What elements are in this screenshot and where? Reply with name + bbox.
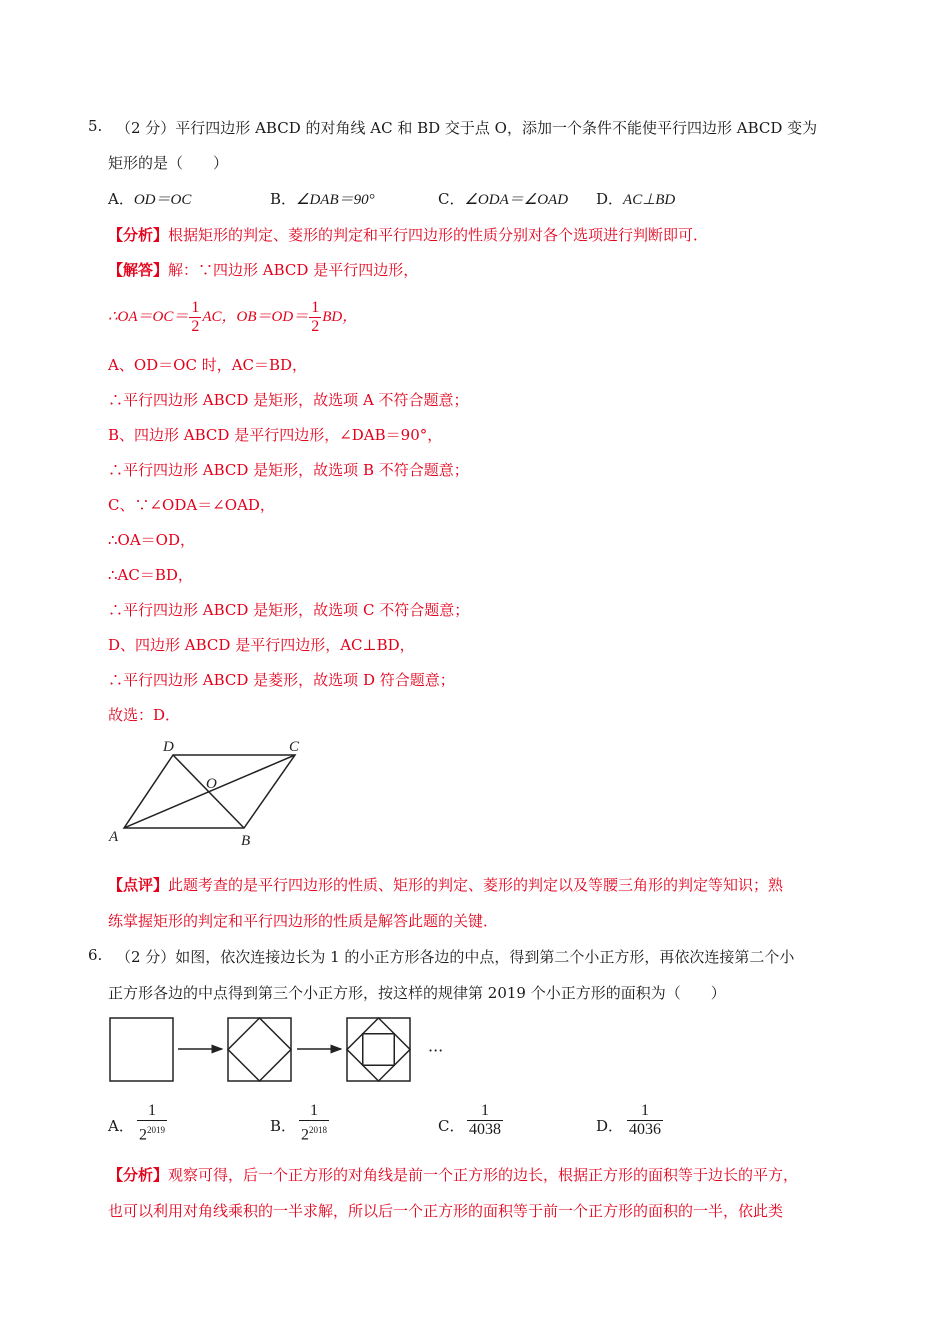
- solution-step: ∴平行四边形 ABCD 是矩形，故选项 A 不符合题意；: [108, 391, 469, 409]
- square-1: [110, 1018, 173, 1081]
- solution-step: C、∵∠ODA＝∠OAD，: [108, 496, 275, 514]
- option-b-fraction: $\frac{1}{2^{2018}}$: [301, 1102, 327, 1144]
- solution-step: 故选：D．: [108, 706, 181, 724]
- option-c-label: C．: [438, 1117, 465, 1135]
- solution-step: A、OD＝OC 时，AC＝BD，: [108, 356, 308, 374]
- option-a-label: A．: [108, 1117, 134, 1135]
- square-2-outer: [228, 1018, 291, 1081]
- question-stem-line2: 矩形的是（ ）: [108, 154, 229, 172]
- answer-intro: 【解答】解：∵四边形 ABCD 是平行四边形，: [108, 261, 419, 279]
- option-c-fraction: $\frac{1}{4038}$: [469, 1102, 501, 1138]
- square-3-inner: [363, 1034, 395, 1066]
- option-b-label: B．: [270, 1117, 297, 1135]
- solution-step: ∴AC＝BD，: [108, 566, 193, 584]
- options-row: [108, 188, 808, 210]
- square-3-middle: [347, 1018, 410, 1081]
- option-d-label: D．: [596, 1117, 624, 1135]
- option-d: D．AC⊥BD: [596, 190, 676, 208]
- analysis-line2: 也可以利用对角线乘积的一半求解，所以后一个正方形的面积等于前一个正方形的面积的一半，依此类: [108, 1202, 784, 1220]
- question-number: 5.: [88, 117, 103, 135]
- question-stem-line1: （2 分）如图，依次连接边长为 1 的小正方形各边的中点，得到第二个小正方形，再依次连接第二个小: [116, 948, 795, 966]
- square-2-inner: [228, 1018, 291, 1081]
- square-3-outer: [347, 1018, 410, 1081]
- fraction-half: $\frac{1}{2}$: [191, 298, 200, 335]
- label-a: A: [109, 829, 119, 845]
- solution-step: ∴OA＝OD，: [108, 531, 195, 549]
- option-b: B．∠DAB＝90°: [270, 190, 375, 208]
- option-d-fraction: $\frac{1}{4036}$: [629, 1102, 661, 1138]
- solution-step: B、四边形 ABCD 是平行四边形，∠DAB＝90°，: [108, 426, 443, 444]
- ellipsis: ···: [428, 1041, 444, 1060]
- equation-line: ∴OA＝OC＝ $\frac{1}{2}$ AC，OB＝OD＝ $\frac{1}{2}$ BD，: [108, 298, 358, 335]
- comment-line2: 练掌握矩形的判定和平行四边形的性质是解答此题的关键．: [108, 912, 499, 930]
- label-d: D: [163, 739, 174, 755]
- label-b: B: [241, 833, 251, 849]
- parallelogram-figure: [105, 735, 315, 850]
- solution-step: ∴平行四边形 ABCD 是矩形，故选项 B 不符合题意；: [108, 461, 469, 479]
- option-a: A．OD＝OC: [108, 190, 192, 208]
- label-c: C: [289, 739, 300, 755]
- nested-squares-figure: [100, 1012, 460, 1087]
- solution-step: ∴平行四边形 ABCD 是矩形，故选项 C 不符合题意；: [108, 601, 470, 619]
- analysis: 【分析】根据矩形的判定、菱形的判定和平行四边形的性质分别对各个选项进行判断即可．: [108, 226, 709, 244]
- label-o: O: [206, 776, 217, 792]
- option-a-fraction: $\frac{1}{2^{2019}}$: [139, 1102, 165, 1144]
- question-number: 6.: [88, 946, 103, 964]
- solution-step: D、四边形 ABCD 是平行四边形，AC⊥BD，: [108, 636, 415, 654]
- question-stem-line2: 正方形各边的中点得到第三个小正方形，按这样的规律第 2019 个小正方形的面积为（ ）: [108, 984, 726, 1002]
- options-row: [108, 1100, 708, 1148]
- comment: 【点评】此题考查的是平行四边形的性质、矩形的判定、菱形的判定以及等腰三角形的判定等知识；熟: [108, 876, 784, 894]
- fraction-half: $\frac{1}{2}$: [311, 298, 320, 335]
- solution-step: ∴平行四边形 ABCD 是菱形，故选项 D 符合题意；: [108, 671, 455, 689]
- option-c: C．∠ODA＝∠OAD: [438, 190, 569, 208]
- question-stem-line1: （2 分）平行四边形 ABCD 的对角线 AC 和 BD 交于点 O，添加一个条件不能使平行四边形 ABCD 变为: [116, 119, 818, 137]
- analysis: 【分析】观察可得，后一个正方形的对角线是前一个正方形的边长，根据正方形的面积等于边长的平方，: [108, 1166, 799, 1184]
